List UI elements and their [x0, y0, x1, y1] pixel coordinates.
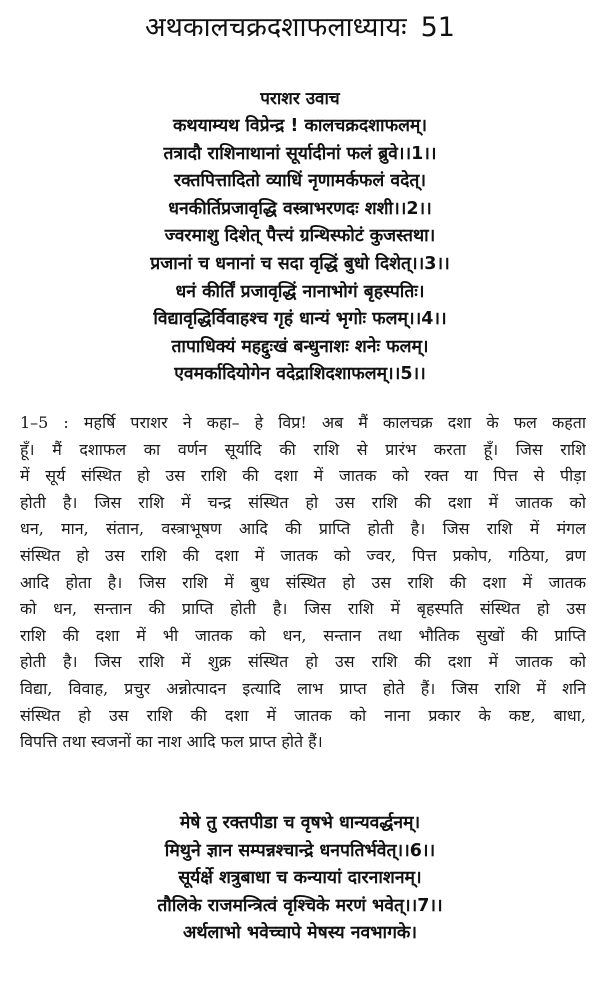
commentary-line: विद्या, विवाह, प्रचुर अन्नोत्पादन इत्यादि लाभ प्राप्त होते हैं। जिस राशि में शनि: [20, 678, 586, 698]
commentary-line: राशि की दशा में भी जातक को धन, सन्तान तथा भौतिक सुखों की प्राप्ति: [20, 625, 586, 645]
verse-line: तापाधिक्यं महद्दुःखं बन्धुनाशः शनेः फलम्।: [171, 336, 429, 357]
commentary-line: विपत्ति तथा स्वजनों का नाश आदि फल प्राप्त होते हैं।: [20, 732, 323, 752]
verse-line: मिथुने ज्ञान सम्पन्नश्चान्द्रे धनपतिर्भवेत्।।6।।: [164, 840, 436, 861]
commentary-line: 1–5 : महर्षि पराशर ने कहा– हे विप्र! अब मैं कालचक्र दशा के फल कहता: [20, 413, 586, 432]
hindi-commentary-1-5: [20, 410, 586, 756]
chapter-title: अथकालचक्रदशाफलाध्यायः: [145, 12, 407, 43]
commentary-line: आदि होता है। जिस राशि में बुध संस्थित हो उस राशि की दशा में जातक: [20, 572, 586, 592]
verse-line: एवमर्कादियोगेन वदेद्राशिदशाफलम्।।5।।: [174, 364, 426, 385]
sanskrit-verses-1-5: [0, 86, 600, 389]
verse-speaker: पराशर उवाच: [260, 89, 340, 109]
commentary-line: संस्थित हो उस राशि की दशा में जातक को ज्वर, पित्त प्रकोप, गठिया, व्रण: [20, 545, 586, 565]
verse-line: सूर्यर्क्षे शत्रुबाधा च कन्यायां दारनाशनम्।: [178, 868, 422, 889]
commentary-line: में सूर्य संस्थित हो उस राशि की दशा में जातक को रक्त या पित्त से पीड़ा: [20, 466, 586, 486]
chapter-number: 51: [420, 12, 455, 43]
verse-line: तत्रादौ राशिनाथानां सूर्यादीनां फलं ब्रुवे।।1।।: [163, 143, 437, 164]
verse-line: रक्तपित्तादितो व्याधिं नृणामर्कफलं वदेत्।: [174, 171, 426, 192]
verse-line: अर्थलाभो भवेच्चापे मेषस्य नवभागके।: [182, 923, 418, 944]
verse-line: धनकीर्तिप्रजावृद्धि वस्त्राभरणदः शशी।।2।।: [168, 198, 432, 219]
verse-line: तौलिके राजमन्त्रित्वं वृश्चिके मरणं भवेत्।।7।।: [157, 895, 443, 916]
commentary-line: धन, मान, संतान, वस्त्राभूषण आदि की प्राप्ति होती है। जिस राशि में मंगल: [20, 519, 586, 539]
verse-line: विद्यावृद्धिर्विवाहश्च गृहं धान्यं भृगोः फलम्।।4।।: [153, 309, 447, 330]
commentary-line: होती है। जिस राशि में चन्द्र संस्थित हो उस राशि की दशा में जातक को: [20, 492, 586, 512]
chapter-heading: [0, 8, 600, 48]
verse-line: प्रजानां च धनानां च सदा वृद्धिं बुधो दिशेत्।।3।।: [150, 253, 450, 274]
verse-line: धनं कीर्तिं प्रजावृद्धिं नानाभोगं बृहस्पतिः।: [175, 281, 425, 302]
commentary-line: हूँ। मैं दशाफल का वर्णन सूर्यादि की राशि से प्रारंभ करता हूँ। जिस राशि: [20, 439, 586, 459]
commentary-line: संस्थित हो उस राशि की दशा में जातक को नाना प्रकार के कष्ट, बाधा,: [20, 705, 586, 725]
commentary-line: होती है। जिस राशि में शुक्र संस्थित हो उस राशि की दशा में जातक को: [20, 652, 586, 672]
sanskrit-verses-6-7: [0, 810, 600, 948]
verse-line: कथयाम्यथ विप्रेन्द्र ! कालचक्रदशाफलम्।: [172, 116, 428, 136]
commentary-line: को धन, सन्तान की प्राप्ति होती है। जिस राशि में बृहस्पति संस्थित हो उस: [20, 599, 586, 619]
verse-line: ज्वरमाशु दिशेत् पैत्त्यं ग्रन्थिस्फोटं कुजस्तथा।: [164, 226, 436, 247]
verse-line: मेषे तु रक्तपीडा च वृषभे धान्यवर्द्धनम्।: [179, 813, 421, 833]
